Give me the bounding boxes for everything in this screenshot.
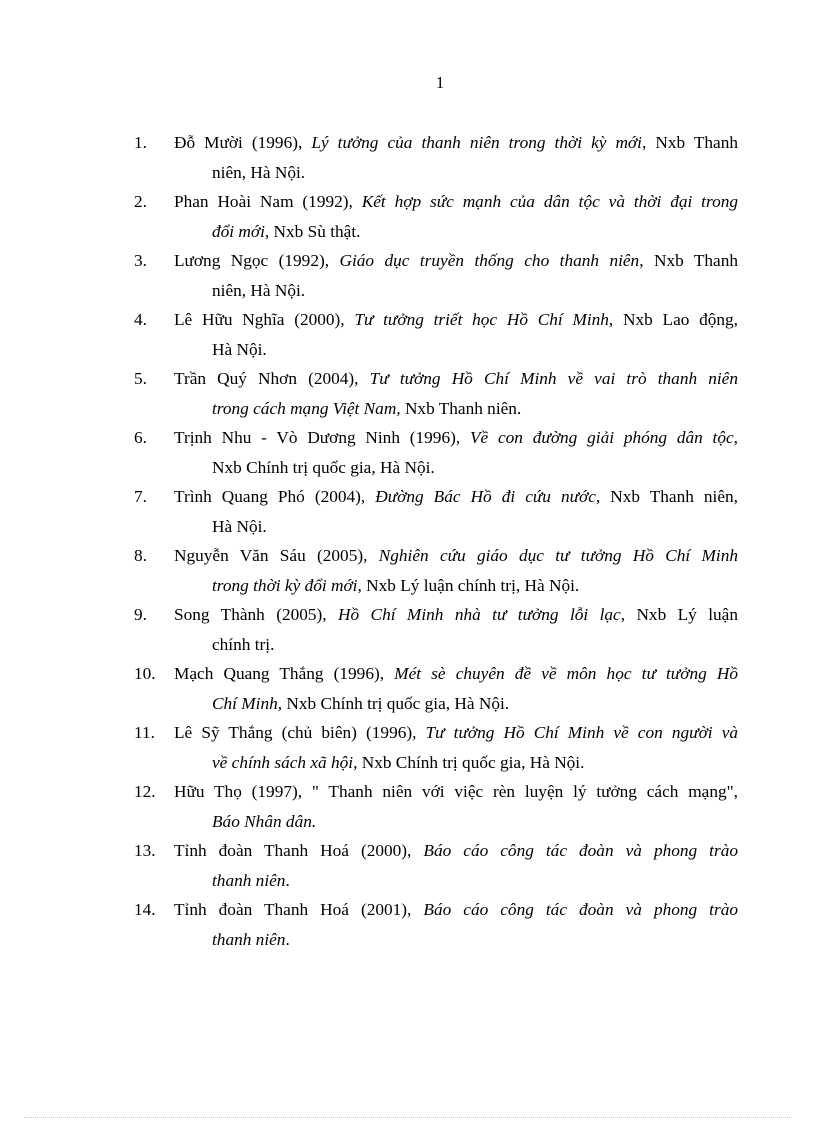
reference-item [134,541,738,600]
reference-segment: Nxb Chính trị quốc gia, Hà Nội. [357,752,585,772]
reference-number: 14. [134,900,156,919]
reference-segment: Lê Hữu Nghĩa (2000), [174,310,355,329]
reference-number: 12. [134,782,156,801]
reference-title-segment: trong thời kỳ đổi mới [212,575,358,595]
reference-item [134,246,738,305]
reference-segment: Tỉnh đoàn Thanh Hoá (2001), [174,900,424,919]
reference-segment: Nxb Lao động, [613,310,739,329]
reference-item [134,659,738,718]
reference-number: 9. [134,605,147,624]
reference-number: 4. [134,310,147,329]
reference-text [174,246,738,305]
reference-item [134,364,738,423]
reference-number: 1. [134,133,147,152]
reference-item [134,128,738,187]
page-number: 1 [435,73,445,92]
reference-line2 [174,158,738,188]
reference-segment: chính trị. [212,634,275,654]
reference-line2 [174,807,738,837]
reference-text [174,423,738,482]
reference-line1 [174,600,738,630]
reference-title-segment: Báo Nhân dân. [212,811,317,831]
reference-line1 [174,777,738,807]
reference-line1 [174,246,738,276]
reference-segment: Hà Nội. [212,339,267,359]
reference-title-segment: Chí Minh, [212,693,283,713]
reference-item [134,482,738,541]
reference-title-segment: Về con đường giải phóng dân tộc [469,428,734,447]
reference-number: 8. [134,546,147,565]
reference-number: 6. [134,428,147,447]
reference-line2 [174,217,738,247]
reference-segment: Nxb Sù thật. [269,221,361,241]
reference-item [134,836,738,895]
reference-list [134,128,738,954]
reference-segment: , Nxb Lý luận chính trị, Hà Nội. [357,575,580,595]
page-bottom-divider [24,1117,792,1118]
reference-text [174,836,738,895]
reference-segment: . [285,929,290,949]
reference-line1 [174,482,738,512]
reference-title-segment: Mét sè chuyên đề về môn học tư tưởng Hồ [394,664,738,683]
reference-title-segment: trong cách mạng Việt Nam, [212,398,401,418]
reference-line1 [174,895,738,925]
reference-segment: niên, Hà Nội. [212,280,306,300]
reference-line2 [174,335,738,365]
reference-number: 2. [134,192,147,211]
reference-title-segment: Báo cáo công tác đoàn và phong trào [423,841,738,860]
reference-text [174,187,738,246]
reference-segment: Phan Hoài Nam (1992), [174,192,362,211]
reference-item [134,305,738,364]
reference-segment: Nguyễn Văn Sáu (2005), [174,546,379,565]
reference-line2 [174,925,738,955]
reference-segment: , [733,428,738,447]
reference-item [134,777,738,836]
reference-line2 [174,866,738,896]
reference-title-segment: Báo cáo công tác đoàn và phong trào [423,900,738,919]
reference-number: 10. [134,664,156,683]
reference-line1 [174,423,738,453]
reference-segment: Song Thành (2005), [174,605,339,624]
reference-item [134,895,738,954]
reference-segment: Lương Ngọc (1992), [174,251,340,270]
reference-text [174,659,738,718]
reference-line1 [174,187,738,217]
reference-line2 [174,276,738,306]
reference-segment: Hữu Thọ (1997), " Thanh niên với việc rèn luyện lý tưởng cách mạng", [174,782,738,801]
reference-title-segment: Kết hợp sức mạnh của dân tộc và thời đại trong [361,192,738,211]
reference-segment: Tỉnh đoàn Thanh Hoá (2000), [174,841,424,860]
reference-title-segment: Giáo dục truyền thống cho thanh niên [339,251,640,270]
reference-segment: niên, Hà Nội. [212,162,306,182]
reference-segment: Nxb Chính trị quốc gia, Hà Nội. [282,693,510,713]
reference-line1 [174,659,738,689]
reference-item [134,600,738,659]
reference-segment: . [285,870,290,890]
reference-number: 7. [134,487,147,506]
reference-line1 [174,541,738,571]
reference-title-segment: Tư tưởng triết học Hồ Chí Minh, [354,310,614,329]
reference-segment: Lê Sỹ Thắng (chủ biên) (1996), [174,723,426,742]
reference-title-segment: Đường Bác Hồ đi cứu nước, [375,487,601,506]
reference-title-segment: Lý tưởng của thanh niên trong thời kỳ mới [311,133,642,152]
reference-line2 [174,630,738,660]
reference-segment: Trình Quang Phó (2004), [174,487,376,506]
reference-segment: , Nxb Thanh [641,133,738,152]
reference-text [174,718,738,777]
reference-item [134,423,738,482]
reference-line2 [174,512,738,542]
reference-number: 5. [134,369,147,388]
reference-item [134,187,738,246]
reference-line1 [174,836,738,866]
reference-text [174,482,738,541]
reference-segment: , Nxb Thanh [639,251,738,270]
reference-segment: Hà Nội. [212,516,267,536]
reference-title-segment: Tư tưởng Hồ Chí Minh về vai trò thanh niên [369,369,738,388]
reference-segment: Trịnh Nhu - Vò Dương Ninh (1996), [174,428,470,447]
reference-line2 [174,571,738,601]
reference-title-segment: thanh niên [212,870,286,890]
reference-segment: Trần Quý Nhơn (2004), [174,369,370,388]
reference-text [174,541,738,600]
reference-segment: Nxb Chính trị quốc gia, Hà Nội. [212,457,435,477]
reference-number: 3. [134,251,147,270]
reference-number: 13. [134,841,156,860]
reference-title-segment: đổi mới, [212,221,270,241]
reference-text [174,777,738,836]
reference-title-segment: về chính sách xã hội, [212,752,358,772]
reference-segment: Đỗ Mười (1996), [174,133,312,152]
reference-text [174,128,738,187]
reference-text [174,364,738,423]
reference-line1 [174,364,738,394]
reference-title-segment: Nghiên cứu giáo dục tư tưởng Hồ Chí Minh [378,546,738,565]
reference-line2 [174,394,738,424]
reference-title-segment: Tư tưởng Hồ Chí Minh về con người và [425,723,739,742]
reference-line2 [174,748,738,778]
reference-text [174,600,738,659]
reference-segment: Mạch Quang Thắng (1996), [174,664,395,683]
reference-segment: Nxb Thanh niên. [400,398,522,418]
reference-line1 [174,128,738,158]
reference-item [134,718,738,777]
reference-line2 [174,453,738,483]
reference-title-segment: Hồ Chí Minh nhà tư tưởng lỗi lạc [338,605,621,624]
reference-segment: , Nxb Lý luận [620,605,738,624]
reference-line1 [174,718,738,748]
reference-line2 [174,689,738,719]
reference-text [174,895,738,954]
reference-line1 [174,305,738,335]
reference-text [174,305,738,364]
reference-number: 11. [134,723,155,742]
reference-segment: Nxb Thanh niên, [600,487,738,506]
reference-title-segment: thanh niên [212,929,286,949]
